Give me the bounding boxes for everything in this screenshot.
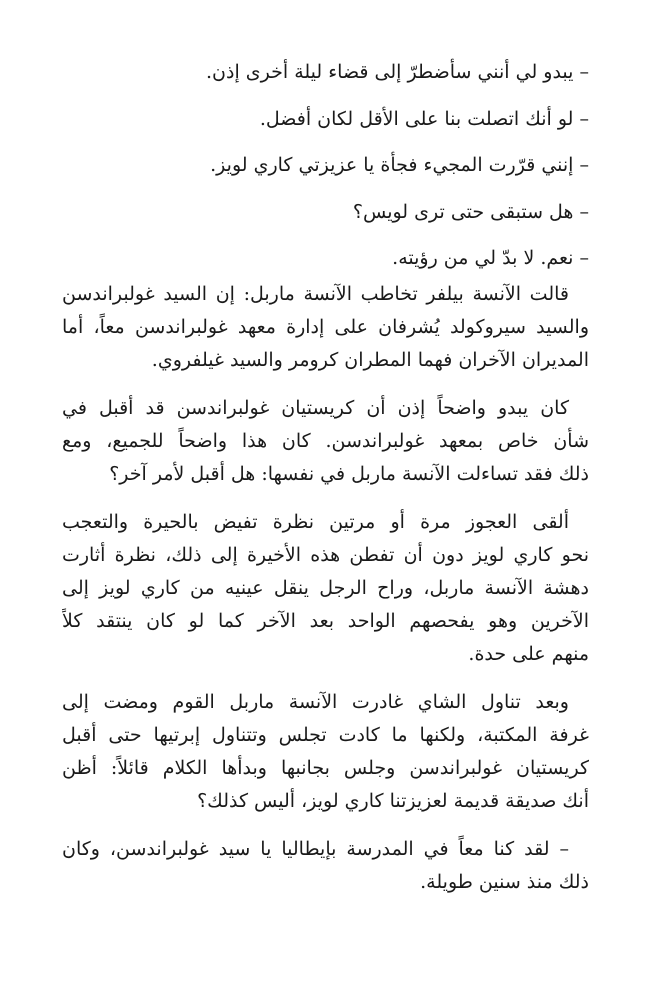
text-line: منهم على حدة.: [468, 643, 589, 666]
text-line: ذلك منذ سنين طويلة.: [420, 871, 589, 894]
paragraph: [62, 278, 589, 377]
text-line: قالت الآنسة بيلفر تخاطب الآنسة ماربل: إن السيد غولبراندسن: [62, 283, 569, 306]
dialogue-line: – يبدو لي أنني سأضطرّ إلى قضاء ليلة أخرى إذن.: [206, 61, 589, 83]
paragraph: [62, 833, 589, 899]
dialogue-line: – لو أنك اتصلت بنا على الأقل لكان أفضل.: [259, 107, 589, 130]
dialogue-line: – نعم. لا بدّ لي من رؤيته.: [392, 247, 589, 270]
text-line: كريستيان غولبراندسن وجلس بجانبها وبدأها الكلام قائلاً: أظن: [62, 757, 589, 780]
paragraph: [62, 506, 589, 671]
text-line: – لقد كنا معاً في المدرسة بإيطاليا يا سيد غولبراندسن، وكان: [62, 838, 569, 861]
text-line: ذلك فقد تساءلت الآنسة ماربل في نفسها: هل أقبل لأمر آخر؟: [109, 463, 589, 486]
text-line: ألقى العجوز مرة أو مرتين نظرة تفيض بالحيرة والتعجب: [62, 511, 569, 534]
paragraph: [62, 392, 589, 491]
text-line: نحو كاري لويز دون أن تفطن هذه الأخيرة إلى ذلك، نظرة أثارت: [62, 544, 589, 567]
dialogue-line: – هل ستبقى حتى ترى لويس؟: [352, 200, 589, 223]
text-line: الآخرين وهو يفحصهم الواحد بعد الآخر كما لو كان ينتقد كلاً: [62, 610, 589, 633]
text-line: المديران الآخران فهما المطران كرومر والسيد غيلفروي.: [151, 349, 589, 372]
text-line: غرفة المكتبة، ولكنها ما كادت تجلس وتتناول إبرتيها حتى أقبل: [62, 724, 589, 747]
dialogue-line: – إنني قرّرت المجيء فجأة يا عزيزتي كاري لويز.: [210, 154, 589, 177]
text-line: والسيد سيروكولد يُشرفان على إدارة معهد غولبراندسن معاً، أما: [62, 316, 589, 339]
text-line: وبعد تناول الشاي غادرت الآنسة ماربل القوم ومضت إلى: [62, 691, 569, 714]
text-line: شأن خاص بمعهد غولبراندسن. كان هذا واضحاً للجميع، ومع: [62, 430, 589, 453]
book-page: [62, 58, 589, 914]
text-line: أنك صديقة قديمة لعزيزتنا كاري لويز، أليس كذلك؟: [197, 790, 589, 813]
text-line: كان يبدو واضحاً إذن أن كريستيان غولبراندسن قد أقبل في: [62, 397, 569, 420]
text-line: دهشة الآنسة ماربل، وراح الرجل ينقل عينيه من كاري لويز إلى: [62, 577, 589, 600]
paragraph: [62, 686, 589, 818]
